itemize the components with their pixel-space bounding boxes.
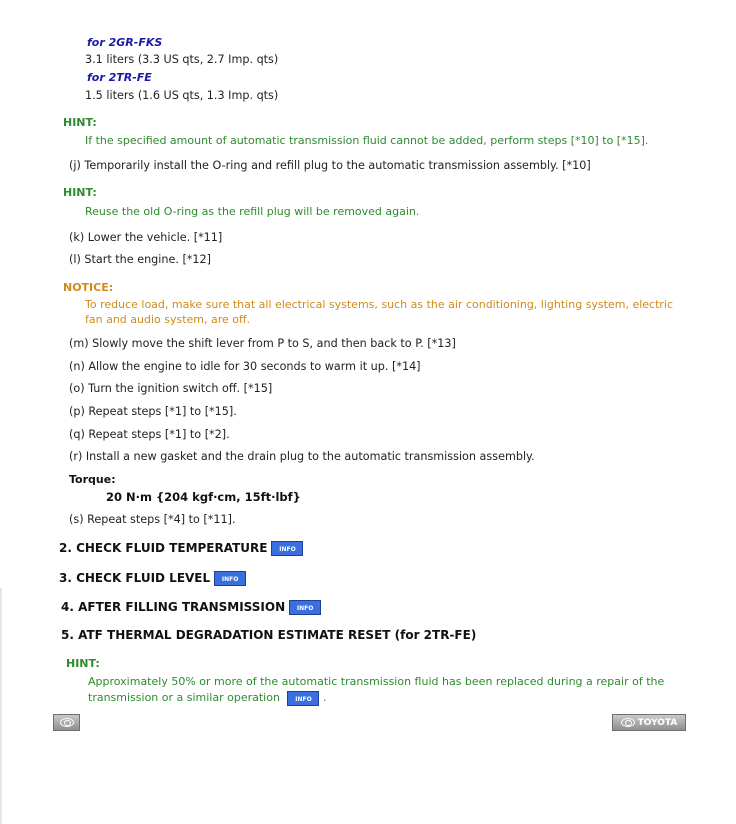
step-p: (p) Repeat steps [*1] to [*15]. bbox=[69, 405, 237, 418]
info-button[interactable]: INFO bbox=[287, 691, 319, 706]
toyota-logo-button[interactable] bbox=[612, 714, 686, 731]
info-button[interactable]: INFO bbox=[271, 541, 303, 556]
step-j: (j) Temporarily install the O-ring and refill plug to the automatic transmission assembly. [*10] bbox=[69, 159, 591, 172]
step-r: (r) Install a new gasket and the drain plug to the automatic transmission assembly. bbox=[69, 450, 535, 463]
section-title: 4. AFTER FILLING TRANSMISSION bbox=[61, 600, 286, 614]
capacity-2tr-fe-label: for 2TR-FE bbox=[87, 71, 152, 84]
section-atf-thermal-degradation-reset: 5. ATF THERMAL DEGRADATION ESTIMATE RESET (for 2TR-FE) bbox=[61, 628, 477, 642]
toyota-label: TOYOTA bbox=[637, 717, 678, 728]
notice-text: To reduce load, make sure that all electrical systems, such as the air conditioning, lighting system, electric fan and audio system, are off. bbox=[85, 298, 674, 326]
notice-heading: NOTICE: bbox=[63, 281, 114, 294]
torque-heading: Torque: bbox=[69, 473, 116, 486]
info-button[interactable]: INFO bbox=[214, 571, 246, 586]
capacity-2tr-fe-value: 1.5 liters (1.6 US qts, 1.3 Imp. qts) bbox=[85, 89, 279, 102]
hint-period: . bbox=[322, 691, 327, 704]
toyota-emblem-icon bbox=[60, 718, 74, 727]
info-button[interactable]: INFO bbox=[289, 600, 321, 615]
section-check-fluid-temperature bbox=[59, 541, 303, 556]
step-o: (o) Turn the ignition switch off. [*15] bbox=[69, 382, 273, 395]
step-l: (l) Start the engine. [*12] bbox=[69, 253, 212, 266]
capacity-2gr-fks-value: 3.1 liters (3.3 US qts, 2.7 Imp. qts) bbox=[85, 53, 279, 66]
capacity-2gr-fks-label: for 2GR-FKS bbox=[87, 36, 163, 49]
section-check-fluid-level bbox=[59, 571, 246, 586]
hint-text bbox=[88, 674, 688, 706]
toyota-emblem-icon bbox=[621, 718, 635, 727]
torque-value: 20 N·m {204 kgf·cm, 15ft·lbf} bbox=[106, 490, 301, 504]
hint-text: If the specified amount of automatic transmission fluid cannot be added, perform steps [*10] to [*15]. bbox=[85, 134, 649, 147]
hint-heading: HINT: bbox=[63, 186, 97, 199]
step-m: (m) Slowly move the shift lever from P to S, and then back to P. [*13] bbox=[69, 337, 456, 350]
hint-text: Reuse the old O-ring as the refill plug will be removed again. bbox=[85, 205, 420, 218]
section-after-filling-transmission bbox=[61, 600, 321, 615]
hint-heading: HINT: bbox=[66, 657, 100, 670]
step-k: (k) Lower the vehicle. [*11] bbox=[69, 231, 223, 244]
step-s: (s) Repeat steps [*4] to [*11]. bbox=[69, 513, 236, 526]
section-title: 3. CHECK FLUID LEVEL bbox=[59, 571, 211, 585]
left-edge-divider bbox=[0, 588, 2, 824]
toyota-home-button[interactable] bbox=[53, 714, 80, 731]
hint-body: Approximately 50% or more of the automatic transmission fluid has been replaced during a repair of the transmission or a similar operation bbox=[88, 675, 665, 704]
step-q: (q) Repeat steps [*1] to [*2]. bbox=[69, 428, 230, 441]
section-title: 2. CHECK FLUID TEMPERATURE bbox=[59, 541, 268, 555]
hint-heading: HINT: bbox=[63, 116, 97, 129]
step-n: (n) Allow the engine to idle for 30 seconds to warm it up. [*14] bbox=[69, 360, 421, 373]
